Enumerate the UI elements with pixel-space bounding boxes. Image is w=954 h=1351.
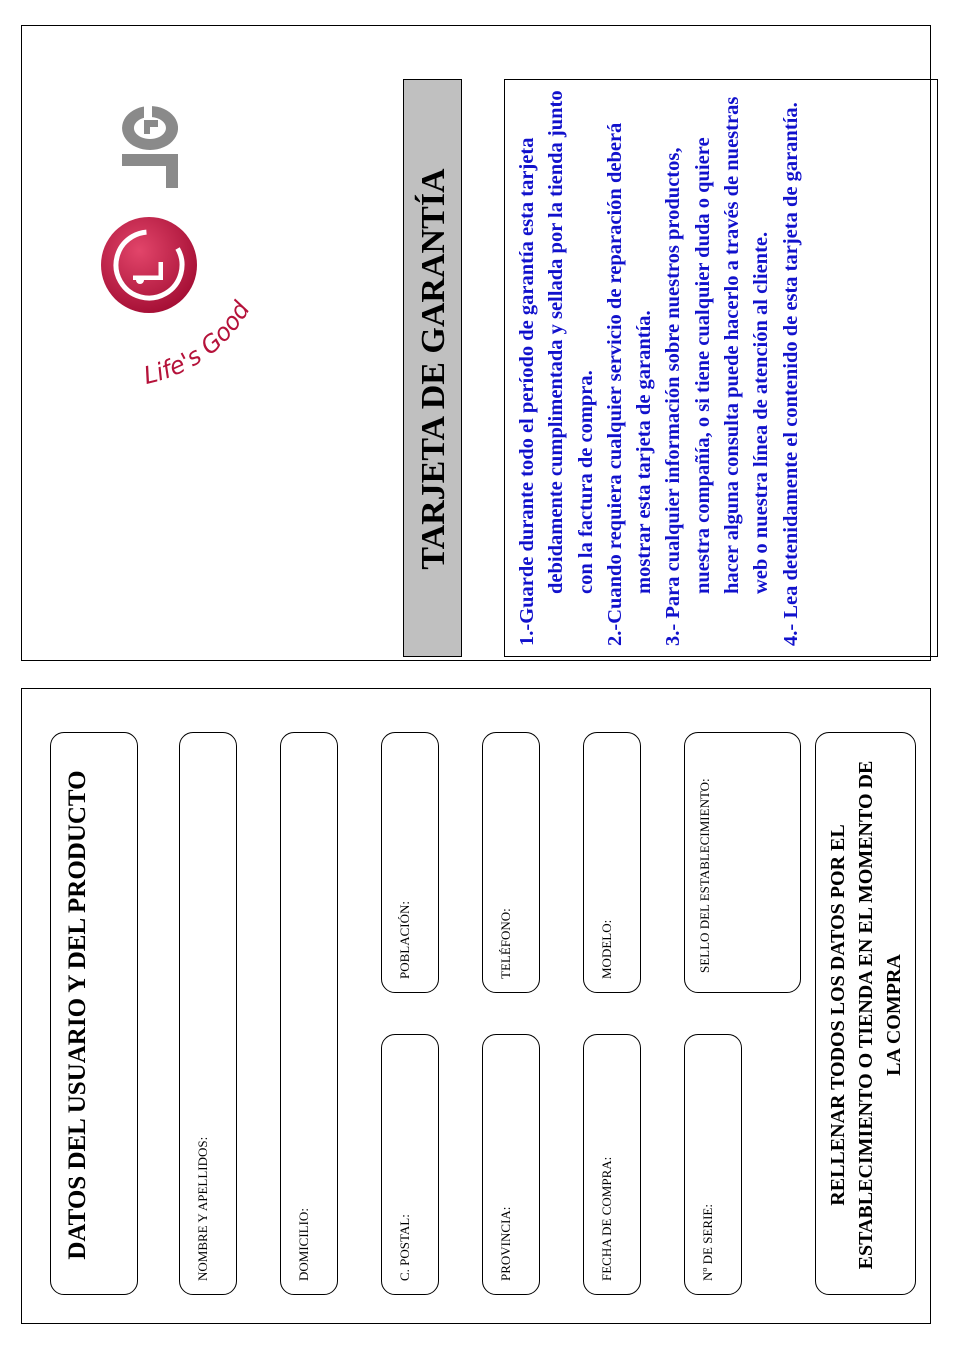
warranty-info-panel — [21, 25, 931, 661]
title-box — [403, 79, 462, 657]
serie-field[interactable] — [684, 1034, 742, 1295]
telefono-field[interactable] — [482, 732, 540, 993]
poblacion-label: POBLACIÓN: — [397, 900, 412, 979]
domicilio-field[interactable] — [280, 732, 338, 1295]
lifes-good-tagline — [132, 244, 292, 392]
nombre-label: NOMBRE Y APELLIDOS: — [195, 1136, 210, 1281]
modelo-field[interactable] — [583, 732, 641, 993]
instruction-item: 3.- Para cualquier información sobre nuestros productos, nuestra compañía, o si tiene cualquier duda o quiere hacer alguna consulta puede hacerlo a través de nuestras web o nuestra línea de atención al cliente. — [662, 96, 773, 646]
sello-field[interactable] — [684, 732, 801, 993]
modelo-label: MODELO: — [599, 919, 614, 979]
user-product-form — [21, 688, 931, 1324]
cpostal-label: C. POSTAL: — [397, 1214, 412, 1281]
fill-note: RELLENAR TODOS LOS DATOS POR EL ESTABLECIMIENTO O TIENDA EN EL MOMENTO DE LA COMPRA — [827, 760, 905, 1270]
instructions-list — [513, 90, 931, 646]
form-header: DATOS DEL USUARIO Y DEL PRODUCTO — [64, 770, 91, 1260]
instructions-box — [504, 79, 938, 657]
instruction-item: 4.- Lea detenidamente el contenido de esta tarjeta de garantía. — [779, 102, 802, 646]
poblacion-field[interactable] — [381, 732, 439, 993]
domicilio-label: DOMICILIO: — [296, 1208, 311, 1281]
cpostal-field[interactable] — [381, 1034, 439, 1295]
svg-text:Life's Good: Life's Good — [140, 296, 256, 390]
provincia-field[interactable] — [482, 1034, 540, 1295]
telefono-label: TELÉFONO: — [498, 908, 513, 979]
fecha-compra-field[interactable] — [583, 1034, 641, 1295]
nombre-field[interactable] — [179, 732, 237, 1295]
page-title: TARJETA DE GARANTÍA — [415, 168, 452, 570]
instruction-item: 1.-Guarde durante todo el período de garantía esta tarjeta debidamente cumplimentada y sellada por la tienda junto con la factura de compra. — [516, 90, 597, 646]
fill-note-box — [815, 732, 916, 1295]
provincia-label: PROVINCIA: — [498, 1206, 513, 1281]
serie-label: Nº DE SERIE: — [700, 1204, 715, 1281]
lg-logo-letters — [122, 106, 178, 190]
sello-label: SELLO DEL ESTABLECIMIENTO: — [697, 778, 712, 973]
fecha-compra-label: FECHA DE COMPRA: — [599, 1156, 614, 1281]
instruction-item: 2.-Cuando requiera cualquier servicio de reparación deberá mostrar esta tarjeta de garantía. — [603, 122, 656, 646]
form-header-box — [50, 732, 138, 1295]
